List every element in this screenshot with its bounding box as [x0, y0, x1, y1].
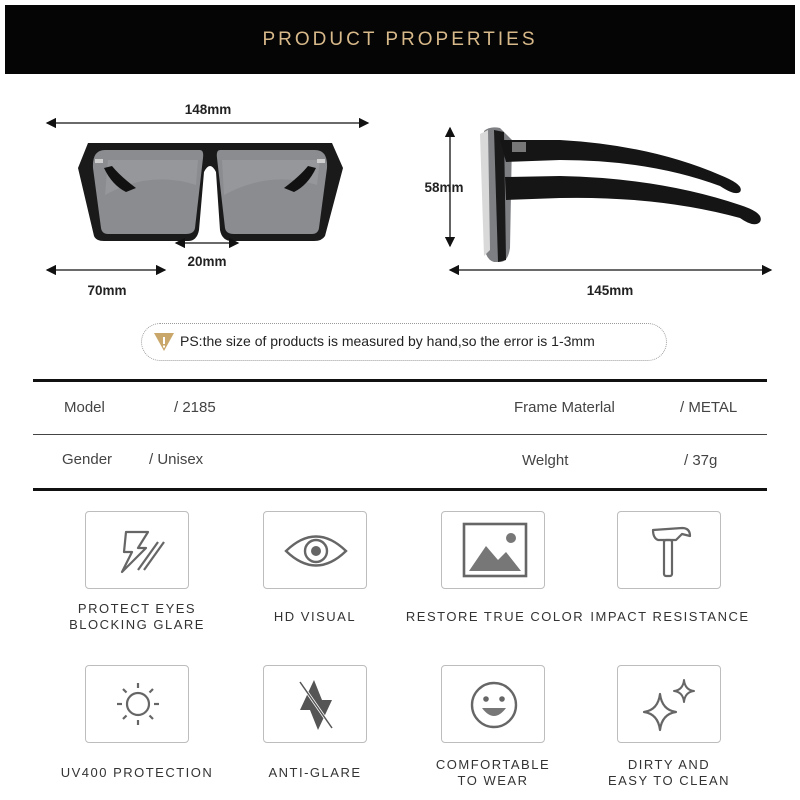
table-top-rule: [33, 379, 767, 382]
image-landscape-icon: [442, 512, 546, 590]
feature-label-hd-visual: HD VISUAL: [273, 609, 357, 624]
feature-label-protect-eyes: [47, 601, 227, 633]
feature-label-line: EASY TO CLEAN: [607, 773, 731, 788]
table-middle-rule: [33, 434, 767, 435]
smiley-face-icon: [442, 666, 546, 744]
glasses-dimension-diagram: [0, 0, 800, 320]
feature-tile-easy-clean: [617, 665, 721, 743]
feature-label-uv400: UV400 PROTECTION: [60, 765, 214, 780]
temple-length-label: 145mm: [586, 283, 634, 298]
feature-label-easy-clean: [579, 757, 759, 789]
feature-label-line: DIRTY AND: [627, 757, 711, 772]
glasses-front-view: [78, 143, 343, 241]
feature-label-line: BLOCKING GLARE: [69, 617, 205, 632]
note-text: PS:the size of products is measured by hand,so the error is 1-3mm: [180, 333, 595, 349]
feature-tile-true-color: [441, 511, 545, 589]
weight-value: / 37g: [684, 452, 718, 469]
gender-value: / Unisex: [149, 451, 204, 468]
total-width-label: 148mm: [184, 102, 232, 117]
lightning-glare-icon: [86, 512, 190, 590]
feature-label-impact: IMPACT RESISTANCE: [590, 609, 750, 624]
hammer-icon: [618, 512, 722, 590]
model-label: Model: [64, 399, 105, 416]
warning-triangle-icon: [153, 332, 175, 352]
table-bottom-rule: [33, 488, 767, 491]
feature-label-line: PROTECT EYES: [77, 601, 197, 616]
lens-height-label: 58mm: [424, 180, 464, 195]
glasses-side-view: [480, 127, 761, 262]
feature-label-line: COMFORTABLE: [435, 757, 551, 772]
sparkle-stars-icon: [618, 666, 722, 744]
anti-glare-bolt-icon: [264, 666, 368, 744]
frame-material-value: / METAL: [680, 399, 738, 416]
feature-tile-comfortable: [441, 665, 545, 743]
feature-label-true-color: RESTORE TRUE COLOR: [405, 609, 585, 624]
gender-label: Gender: [62, 451, 113, 468]
feature-tile-hd-visual: [263, 511, 367, 589]
frame-material-label: Frame Materlal: [514, 399, 615, 416]
feature-label-line: TO WEAR: [457, 773, 529, 788]
feature-tile-protect-eyes: [85, 511, 189, 589]
bridge-width-label: 20mm: [187, 254, 227, 269]
eye-icon: [264, 512, 368, 590]
lens-width-label: 70mm: [87, 283, 127, 298]
feature-tile-uv400: [85, 665, 189, 743]
sun-icon: [86, 666, 190, 744]
feature-label-anti-glare: ANTI-GLARE: [268, 765, 362, 780]
feature-tile-anti-glare: [263, 665, 367, 743]
feature-label-comfortable: [403, 757, 583, 789]
model-value: / 2185: [174, 399, 216, 416]
feature-tile-impact: [617, 511, 721, 589]
page-title: PRODUCT PROPERTIES: [262, 29, 538, 50]
weight-label: Welght: [522, 452, 569, 469]
